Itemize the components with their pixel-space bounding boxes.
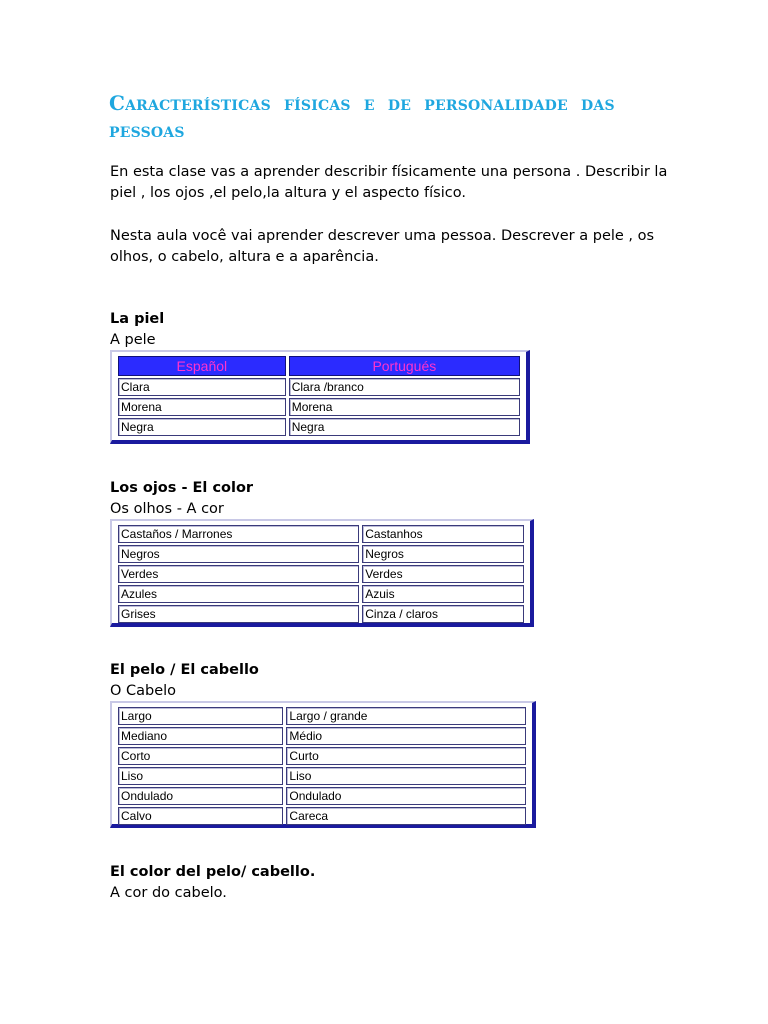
table-row	[118, 605, 524, 623]
eyes-table	[110, 519, 534, 627]
table-row	[118, 418, 520, 436]
table-row	[118, 565, 524, 583]
cell-portuguese: Clara /branco	[289, 378, 520, 396]
table-row	[118, 525, 524, 543]
cell-portuguese: Azuis	[362, 585, 524, 603]
cell-spanish: Ondulado	[118, 787, 283, 805]
cell-portuguese: Negra	[289, 418, 520, 436]
cell-portuguese: Médio	[286, 727, 526, 745]
section-subheading-eyes: Os olhos - A cor	[110, 501, 224, 517]
hair-table	[110, 701, 536, 828]
intro-portuguese: Nesta aula você vai aprender descrever uma pessoa. Descrever a pele , os olhos, o cabelo, altura e a aparência.	[110, 228, 655, 265]
cell-spanish: Morena	[118, 398, 286, 416]
table-row	[118, 585, 524, 603]
cell-portuguese: Careca	[286, 807, 526, 825]
cell-portuguese: Verdes	[362, 565, 524, 583]
cell-portuguese: Ondulado	[286, 787, 526, 805]
cell-spanish: Mediano	[118, 727, 283, 745]
page-title: Características físicas e de personalidade das pessoas	[109, 91, 615, 142]
section-heading-eyes: Los ojos - El color	[110, 480, 254, 496]
section-subheading-skin: A pele	[110, 332, 156, 348]
cell-portuguese: Negros	[362, 545, 524, 563]
column-header-spanish: Español	[118, 356, 286, 376]
section-subheading-hair: O Cabelo	[110, 683, 177, 699]
intro-spanish: En esta clase vas a aprender describir físicamente una persona . Describir la piel , los ojos ,el pelo,la altura y el aspecto físico.	[110, 164, 668, 201]
cell-spanish: Negra	[118, 418, 286, 436]
table-row	[118, 545, 524, 563]
column-header-portuguese: Portugués	[289, 356, 520, 376]
cell-spanish: Largo	[118, 707, 283, 725]
cell-spanish: Negros	[118, 545, 359, 563]
cell-spanish: Azules	[118, 585, 359, 603]
cell-portuguese: Liso	[286, 767, 526, 785]
section-heading-skin: La piel	[110, 311, 165, 327]
table-row	[118, 767, 526, 785]
table-row	[118, 398, 520, 416]
section-subheading-hair-color: A cor do cabelo.	[110, 885, 227, 901]
cell-portuguese: Curto	[286, 747, 526, 765]
skin-table	[110, 350, 530, 444]
table-row	[118, 378, 520, 396]
cell-spanish: Calvo	[118, 807, 283, 825]
cell-spanish: Grises	[118, 605, 359, 623]
cell-portuguese: Morena	[289, 398, 520, 416]
cell-spanish: Corto	[118, 747, 283, 765]
cell-portuguese: Castanhos	[362, 525, 524, 543]
table-header-row	[118, 356, 520, 376]
cell-spanish: Verdes	[118, 565, 359, 583]
table-row	[118, 707, 526, 725]
section-heading-hair-color: El color del pelo/ cabello.	[110, 864, 316, 880]
table-row	[118, 807, 526, 825]
table-row	[118, 727, 526, 745]
table-row	[118, 787, 526, 805]
cell-spanish: Liso	[118, 767, 283, 785]
cell-spanish: Castaños / Marrones	[118, 525, 359, 543]
cell-portuguese: Largo / grande	[286, 707, 526, 725]
table-row	[118, 747, 526, 765]
cell-spanish: Clara	[118, 378, 286, 396]
cell-portuguese: Cinza / claros	[362, 605, 524, 623]
section-heading-hair: El pelo / El cabello	[110, 662, 259, 678]
